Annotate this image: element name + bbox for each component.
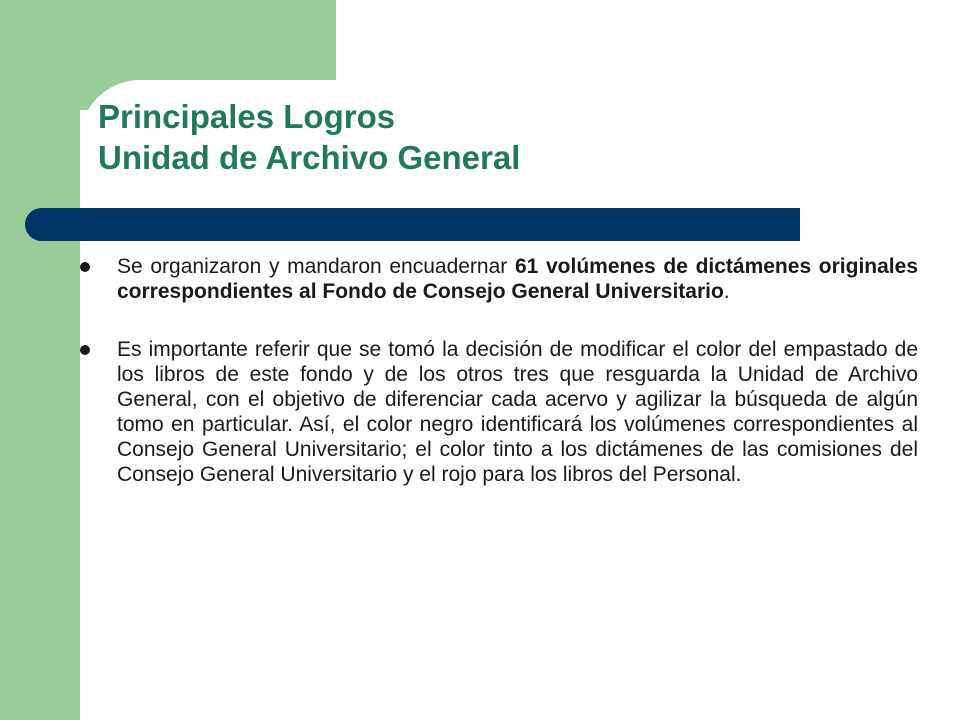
decorative-title-bar	[25, 208, 800, 241]
bullet-item-2	[80, 337, 918, 487]
decorative-green-sidebar	[0, 0, 80, 720]
bullet-1-period: .	[723, 280, 730, 303]
slide-title	[98, 96, 520, 178]
bullet-1-text: Se organizaron y mandaron encuadernar	[117, 255, 515, 278]
bullet-dot-icon	[80, 345, 90, 355]
bullet-list	[80, 254, 918, 487]
slide-title-line2: Unidad de Archivo General	[98, 139, 521, 176]
bullet-1-bold-text: 61 volúmenes de dictámenes originales correspondientes al Fondo de Consejo General Universitario	[117, 255, 918, 303]
bullet-2-text: Es importante referir que se tomó la decisión de modificar el color del empastado de los libros de este fondo y de los otros tres que resguarda la Unidad de Archivo General, con el objetivo de diferenciar cada acervo y agilizar la búsqueda de algún tomo en particular. Así, el color negro identificará los volúmenes correspondientes al Consejo General Universitario; el color tinto a los dictámenes de las comisiones del Consejo General Universitario y el rojo para los libros del Personal.	[117, 338, 918, 486]
slide-title-line1: Principales Logros	[98, 98, 396, 135]
bullet-dot-icon	[80, 262, 90, 272]
bullet-item-1	[80, 254, 918, 304]
